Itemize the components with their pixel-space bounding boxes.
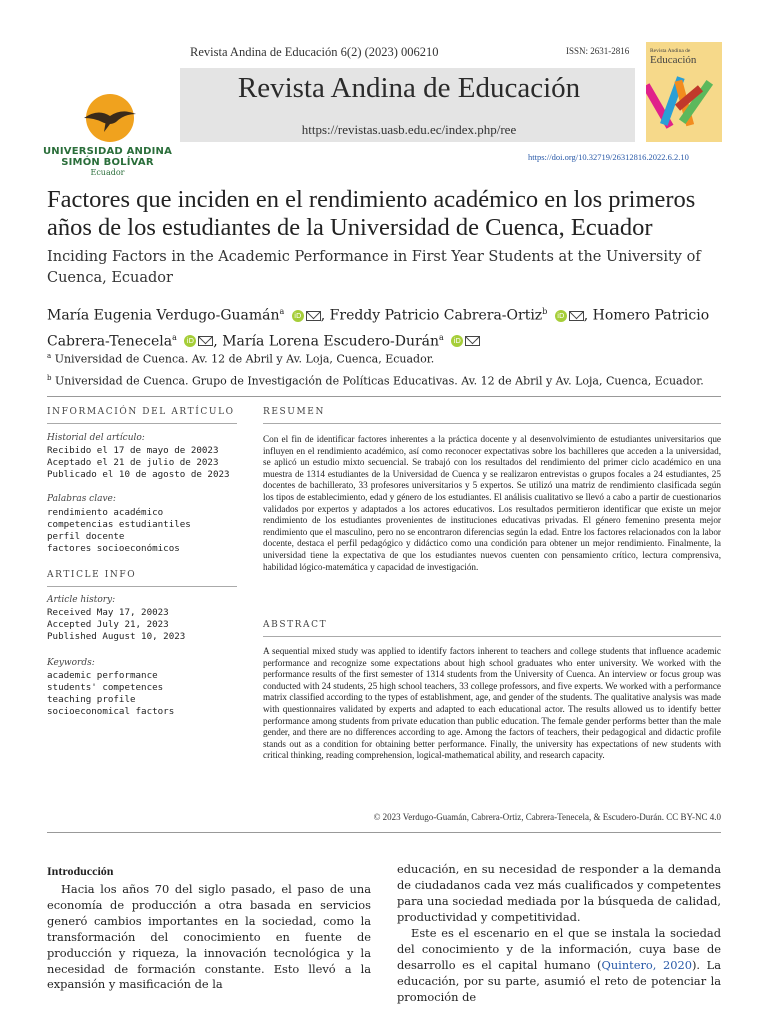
affiliation-text: Universidad de Cuenca. Av. 12 de Abril y Av. Loja, Cuenca, Ecuador. bbox=[54, 352, 435, 366]
article-info-es-heading: INFORMACIÓN DEL ARTÍCULO bbox=[47, 407, 235, 417]
resumen-divider bbox=[263, 423, 721, 424]
article-title-es: Factores que inciden en el rendimiento académico en los primeros años de los estudiantes de la Universidad de Cuenca, Ecuador bbox=[47, 186, 696, 241]
affiliation-mark: b bbox=[47, 374, 52, 382]
history-en-item: Received May 17, 20023 bbox=[47, 607, 169, 618]
author-affiliation-mark: a bbox=[279, 307, 285, 316]
affiliation-text: Universidad de Cuenca. Grupo de Investigación de Políticas Educativas. Av. 12 de Abril y Av. Loja, Cuenca, Ecuador. bbox=[54, 374, 704, 388]
doi-link[interactable]: https://doi.org/10.32719/26312816.2022.6.2.10 bbox=[528, 152, 689, 162]
email-icon[interactable] bbox=[198, 336, 213, 346]
copyright-notice: © 2023 Verdugo-Guamán, Cabrera-Ortiz, Cabrera-Tenecela, & Escudero-Durán. CC BY-NC 4.0 bbox=[373, 812, 721, 822]
author-list: María Eugenia Verdugo-Guamán$^a$ iD , Freddy Patricio Cabrera-Ortiz$^b$ iD , Homero Patricio Cabrera-Tenecela$^a$ iD , María Lorena Escudero-Durán$^a$ iD bbox=[47, 307, 710, 350]
history-es-list bbox=[47, 445, 230, 481]
affiliation-b bbox=[47, 374, 727, 388]
history-es-label: Historial del artículo: bbox=[47, 433, 145, 443]
history-en-list bbox=[47, 607, 185, 643]
keyword-en: teaching profile bbox=[47, 694, 136, 705]
orcid-icon[interactable]: iD bbox=[555, 310, 567, 322]
paragraph-text: Este es el escenario en el que se instala la sociedad del conocimiento y de la información, cuya base de desarrollo es el capital humano ( bbox=[397, 926, 721, 972]
intro-paragraph-left: Hacia los años 70 del siglo pasado, el paso de una economía de producción a otra basada en servicios generó cambios importantes en la sociedad, como la transformación del conocimiento en fuente de producción y riqueza, la innovación tecnológica y la necesidad de formación constante. Esto llevó a la expansión y masificación de la bbox=[47, 882, 371, 992]
article-title-en: Inciding Factors in the Academic Performance in First Year Students at the University of Cuenca, Ecuador bbox=[47, 249, 701, 286]
resumen-heading: RESUMEN bbox=[263, 407, 325, 417]
email-icon[interactable] bbox=[465, 336, 480, 346]
section-divider bbox=[47, 396, 721, 397]
issn: ISSN: 2631-2816 bbox=[566, 46, 630, 56]
author-affiliation-mark: a bbox=[439, 332, 444, 342]
university-name-line2: SIMÓN BOLÍVAR bbox=[61, 157, 154, 168]
article-info-en-heading: ARTICLE INFO bbox=[47, 570, 137, 580]
history-en-label: Article history: bbox=[47, 595, 116, 605]
journal-url[interactable]: https://revistas.uasb.edu.ec/index.php/ree bbox=[301, 122, 517, 137]
abstract-divider bbox=[263, 636, 721, 637]
history-es-item: Publicado el 10 de agosto de 2023 bbox=[47, 469, 230, 480]
author-name: Freddy Patricio Cabrera-Ortiz bbox=[329, 307, 543, 324]
cover-title-line2: Educación bbox=[650, 54, 697, 66]
condor-logo-icon bbox=[80, 92, 140, 144]
keyword-en: students' competences bbox=[47, 682, 164, 693]
author-affiliation-mark: b bbox=[542, 307, 548, 316]
resumen-text: Con el fin de identificar factores inherentes a la práctica docente y al desenvolvimiento de estudiantes universitarios que influyen en el rendimiento académico, así como reconocer expectativas sobre los bachilleres que acceden a la universidad, se aplicó un estudio mixto secuencial. Se trabajó con los resultados del rendimiento del primer ciclo académico en una muestra de 1314 estudiantes de la Universidad de Cuenca y se realizaron entrevistas o grupos focales a 24 estudiantes, 25 docentes de bachillerato, 33 profesores universitarios y 5 expertos. Se utilizó una matriz de rendimiento clasificada según los tipos de establecimiento, edad y género de los estudiantes. El análisis cualitativo se llevó a cabo a partir de cuestionarios validados por expertos y adaptados a los actores educativos. Los resultados permitieron identificar que existe un mejor rendimiento de los estudiantes provenientes de instituciones educativas privadas. El género femenino presenta mejor rendimiento que el masculino, pero no se encontraron diferencias según la edad. Entre los factores relacionados con la labor docente, destaca el perfil pedagógico y didáctico como una condición para obtener un mejor rendimiento. Finalmente, la universidad tiene la expectativa de que los estudiantes nuevos cuenten con pensamiento crítico, lectura comprensiva, habilidad lógico-matemática y capacidad de investigación. bbox=[263, 434, 721, 572]
citation-link[interactable]: Quintero, 2020 bbox=[601, 957, 692, 972]
journal-citation: Revista Andina de Educación 6(2) (2023) 006210 bbox=[190, 45, 439, 59]
author-name: Homero Patricio Cabrera-Tenecela bbox=[47, 307, 710, 350]
cover-title-line1: Revista Andina de bbox=[650, 48, 691, 54]
email-icon[interactable] bbox=[306, 311, 321, 321]
keyword-es: factores socioeconómicos bbox=[47, 543, 180, 554]
sidebar-divider bbox=[47, 423, 237, 424]
keyword-es: competencias estudiantiles bbox=[47, 519, 191, 530]
history-en-item: Accepted July 21, 2023 bbox=[47, 619, 169, 630]
paragraph-text: ). La educación, por su parte, asumió el reto de potenciar la promoción de bbox=[397, 957, 721, 1004]
affiliation-mark: a bbox=[47, 352, 52, 360]
introduction-heading: Introducción bbox=[47, 864, 114, 878]
keyword-es: perfil docente bbox=[47, 531, 125, 542]
history-en-item: Published August 10, 2023 bbox=[47, 631, 186, 642]
keywords-es-list bbox=[47, 507, 191, 555]
journal-title: Revista Andina de Educación bbox=[237, 72, 581, 104]
author-name: María Eugenia Verdugo-Guamán bbox=[47, 307, 280, 324]
history-es-item: Aceptado el 21 de julio de 2023 bbox=[47, 457, 219, 468]
university-country: Ecuador bbox=[90, 168, 125, 177]
history-es-item: Recibido el 17 de mayo de 20023 bbox=[47, 445, 219, 456]
university-name bbox=[40, 146, 175, 168]
keyword-en: socioeconomical factors bbox=[47, 706, 175, 717]
orcid-icon[interactable]: iD bbox=[184, 335, 196, 347]
intro-paragraph-right-1: educación, en su necesidad de responder a la demanda de ciudadanos cada vez más cualificados y competentes para una sociedad mediada por la búsqueda de calidad, productividad y competitividad. bbox=[397, 862, 721, 924]
cover-title bbox=[650, 48, 720, 66]
section-divider bbox=[47, 832, 721, 833]
author-affiliation-mark: a bbox=[172, 332, 177, 342]
keywords-en-list bbox=[47, 670, 174, 718]
keywords-es-label: Palabras clave: bbox=[47, 494, 116, 504]
orcid-icon[interactable]: iD bbox=[451, 335, 463, 347]
sidebar-divider bbox=[47, 586, 237, 587]
abstract-text: A sequential mixed study was applied to identify factors inherent to teachers and college students that influence academic performance and recognize some expectations about high school graduates who enter university. We worked with the performance results of the first semester of 1314 students from the University of Cuenca. An interview or focus group was conducted with 24 students, 25 high school teachers, 33 college professors, and five experts. We worked with a performance matrix classified according to the types of establishment, age, and gender of the students. The qualitative analysis was made with questionnaires validated by experts and adapted to each educational actor. The results allowed us to identify better performance among students from private education than public education. The female gender performs better than the male gender, and there are no differences according to age. Among the factors of teachers, their pedagogical and didactic profile stands out as a condition for obtaining better performance. Finally, the university has expectations of new students with critical thinking, reading comprehension, logical-mathematical ability, and research capacity. bbox=[263, 646, 721, 761]
keyword-es: rendimiento académico bbox=[47, 507, 164, 518]
author-name: María Lorena Escudero-Durán bbox=[222, 333, 440, 350]
orcid-icon[interactable]: iD bbox=[292, 310, 304, 322]
keyword-en: academic performance bbox=[47, 670, 158, 681]
keywords-en-label: Keywords: bbox=[47, 658, 95, 668]
university-name-line1: UNIVERSIDAD ANDINA bbox=[42, 146, 173, 157]
intro-paragraph-right-2 bbox=[397, 926, 721, 1006]
affiliation-a bbox=[47, 352, 727, 366]
abstract-heading: ABSTRACT bbox=[263, 620, 328, 630]
email-icon[interactable] bbox=[569, 311, 584, 321]
